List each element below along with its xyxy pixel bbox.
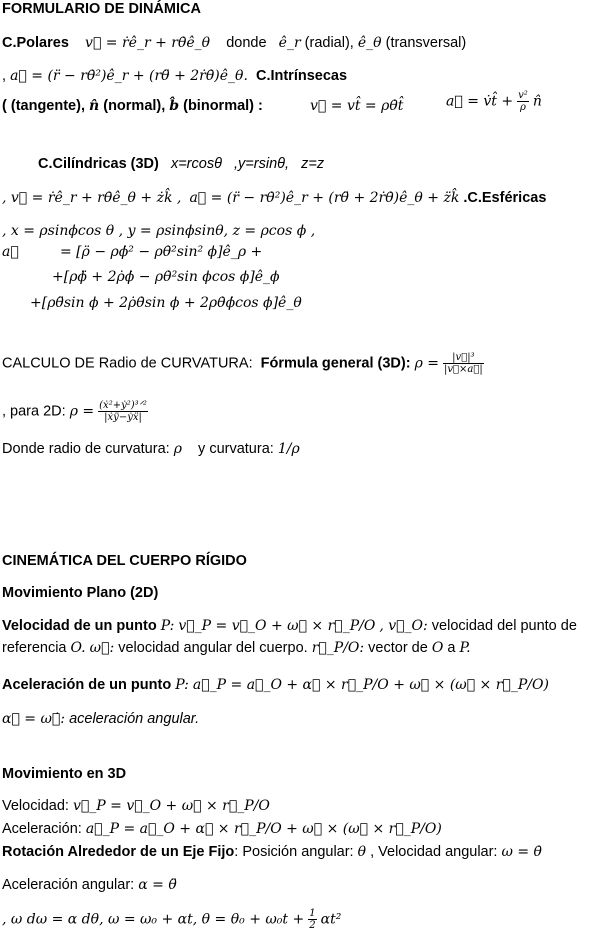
intrinsecas-normal: (normal), — [103, 98, 166, 114]
intrinsecas-open: ( — [2, 98, 7, 114]
tresd-rot-theta: θ — [357, 844, 367, 860]
tresd-vel-label: Velocidad: — [2, 798, 69, 814]
esfericas-coords: , x = ρsinϕcos θ , y = ρsinϕsinθ, z = ρcos ϕ , — [2, 223, 316, 239]
intrinsecas-fraction — [517, 90, 529, 113]
plano-acc-p: P: — [175, 677, 189, 693]
curvatura-intro: CALCULO DE Radio de CURVATURA: — [2, 355, 253, 372]
plano-vel-label: Velocidad de un punto — [2, 618, 157, 634]
esfericas-accel-line1: = [ρ̈ − ρϕ̇² − ρθ̇²sin² ϕ]ê_ρ + — [60, 244, 263, 260]
polares-label: C.Polares — [2, 35, 69, 51]
plano-ref-r: r⃗_P/O: — [311, 640, 365, 656]
plano-vel-line — [2, 617, 577, 635]
curvatura-2d-label: , para 2D: — [2, 403, 66, 420]
curvatura-donde-text: Donde radio de curvatura: — [2, 441, 170, 457]
cilindricas-eq-line — [2, 189, 546, 207]
tresd-acc-ang-eq: α = θ̈ — [138, 877, 177, 893]
curvatura-general-num: |v⃗|³ — [443, 352, 484, 364]
curvatura-2d-num: (ẋ²+ẏ²)³ᐟ² — [99, 400, 147, 411]
plano-acc-eq: a⃗_P = a⃗_O + α⃗ × r⃗_P/O + ω⃗ × (ω⃗ × r⃗_P/O) — [192, 677, 549, 693]
tresd-kin-den: 2 — [309, 920, 316, 931]
esfericas-label: .C.Esféricas — [463, 190, 547, 206]
cilindricas-z: z=z — [301, 156, 325, 172]
page-title: FORMULARIO DE DINÁMICA — [2, 1, 201, 17]
plano-ref-line — [2, 639, 471, 657]
curvatura-donde-y: y curvatura: — [198, 441, 274, 457]
tresd-acc-ang-line — [2, 876, 177, 894]
plano-ref-o: O. — [70, 640, 86, 656]
esfericas-accel-line3: +[ρθ̈sin ϕ + 2ρ̇θ̇sin ϕ + 2ρθ̇ϕ̇cos ϕ]ê_θ — [30, 295, 302, 311]
plano-acc-line — [2, 676, 549, 694]
intrinsecas-fraction-num: v² — [518, 90, 528, 101]
tresd-kin-num: 1 — [309, 908, 316, 919]
intrinsecas-binormal: (binormal) : — [183, 98, 263, 114]
curvatura-general-den: |v⃗×a⃗| — [444, 364, 483, 375]
tresd-rot-w: ω = θ̇ — [501, 844, 542, 860]
plano-ref-vec: vector de — [368, 640, 428, 656]
tresd-rot-vel: , Velocidad angular: — [370, 844, 498, 860]
intrinsecas-line — [2, 97, 263, 115]
plano-vel-vo: , v⃗_O: — [379, 618, 428, 634]
curvatura-2d-lhs: ρ = — [69, 403, 95, 420]
tresd-acc-line — [2, 820, 442, 838]
rigido-title: CINEMÁTICA DEL CUERPO RÍGIDO — [2, 553, 247, 569]
plano-ref-text: referencia — [2, 640, 67, 656]
polares-radial: (radial), — [304, 35, 354, 51]
tresd-kin-end: αt² — [320, 911, 342, 928]
tresd-vel-eq: v⃗_P = v⃗_O + ω⃗ × r⃗_P/O — [72, 798, 270, 814]
polares-transversal: (transversal) — [385, 35, 467, 51]
plano-ref-to: P. — [459, 640, 471, 656]
intrinsecas-accel — [446, 90, 542, 113]
tresd-kin-eq: , ω dω = α dθ, ω = ω₀ + αt, θ = θ₀ + ω₀t + — [2, 911, 305, 928]
cilindricas-line — [38, 155, 324, 173]
tresd-acc-label: Aceleración: — [2, 821, 82, 837]
intrinsecas-fraction-den: ρ — [520, 102, 526, 113]
curvatura-donde-k: 1/ρ — [277, 441, 300, 457]
polares-accel-line — [2, 67, 347, 85]
polares-er: ê_r — [278, 35, 301, 51]
polares-velocity-eq: v⃗ = ṙê_r + rθ̇ê_θ — [85, 35, 211, 51]
plano-ref-a: a — [447, 640, 456, 656]
curvatura-donde-line — [2, 440, 300, 458]
curvatura-general-lhs: ρ = — [414, 355, 439, 372]
plano-ref-w: ω⃗: — [89, 640, 115, 656]
plano-vel-p: P: — [160, 618, 175, 634]
esfericas-accel-line2: +[ρϕ̈ + 2ρ̇ϕ̇ − ρθ̇²sin ϕcos ϕ]ê_ϕ — [52, 269, 280, 285]
intrinsecas-velocity-eq: v⃗ = vt̂ = ρθ̇t̂ — [310, 98, 404, 114]
polares-donde: donde — [226, 35, 267, 51]
curvatura-donde-rho: ρ — [173, 441, 182, 457]
curvatura-general-label: Fórmula general (3D): — [260, 355, 411, 372]
plano-alpha-desc: aceleración angular. — [69, 711, 200, 727]
curvatura-2d-den: |ẋÿ−ẏẍ| — [104, 412, 142, 423]
intrinsecas-tangente: (tangente), — [10, 98, 85, 114]
cilindricas-accel-eq: a⃗ = (r̈ − rθ̇²)ê_r + (rθ̈ + 2ṙθ̇)ê_θ + z̈k̂ — [189, 190, 460, 206]
cilindricas-y: ,y=rsinθ, — [234, 156, 290, 172]
curvatura-2d-line — [2, 400, 148, 423]
tresd-rot-pos: : Posición angular: — [234, 844, 354, 860]
plano-vel-eq: v⃗_P = v⃗_O + ω⃗ × r⃗_P/O — [178, 618, 376, 634]
cilindricas-label: C.Cilíndricas (3D) — [38, 156, 159, 172]
plano-ref-desc: velocidad angular del cuerpo. — [118, 640, 308, 656]
cilindricas-x: x=rcosθ — [170, 156, 222, 172]
tresd-rot-line — [2, 843, 542, 861]
plano-acc-label: Aceleración de un punto — [2, 677, 172, 693]
intrinsecas-b-hat: b̂ — [169, 98, 180, 114]
intrinsecas-n-hat: n̂ — [89, 98, 100, 114]
plano-vel-desc: velocidad del punto de — [431, 618, 577, 634]
curvatura-line — [2, 352, 484, 375]
tresd-title: Movimiento en 3D — [2, 766, 127, 782]
curvatura-general-fraction — [443, 352, 484, 375]
tresd-kin-line — [2, 908, 341, 931]
tresd-rot-label: Rotación Alrededor de un Eje Fijo — [2, 844, 235, 860]
intrinsecas-accel-eq: a⃗ = v̇t̂ + — [446, 93, 514, 110]
tresd-kin-fraction — [308, 908, 316, 931]
tresd-vel-line — [2, 797, 270, 815]
polares-line — [2, 34, 466, 52]
tresd-acc-eq: a⃗_P = a⃗_O + α⃗ × r⃗_P/O + ω⃗ × (ω⃗ × r⃗_P/O) — [85, 821, 442, 837]
curvatura-2d-fraction — [98, 400, 148, 423]
polares-accel-eq: a⃗ = (r̈ − rθ̇²)ê_r + (rθ̈ + 2ṙθ̇)ê_θ. — [10, 68, 248, 84]
cilindricas-velocity-eq: , v⃗ = ṙê_r + rθ̇ê_θ + żk̂ , — [2, 190, 182, 206]
plano-alpha-eq: α⃗ = ω⃗̇: — [2, 711, 66, 727]
polares-a-prefix: , — [2, 68, 7, 84]
tresd-acc-ang-label: Aceleración angular: — [2, 877, 135, 893]
plano-ref-from: O — [431, 640, 444, 656]
esfericas-accel-lhs: a⃗ — [2, 244, 19, 260]
plano-title: Movimiento Plano (2D) — [2, 585, 159, 601]
polares-etheta: ê_θ — [357, 35, 382, 51]
intrinsecas-accel-end: n̂ — [532, 93, 542, 110]
plano-alpha-line — [2, 710, 199, 728]
intrinsecas-label: C.Intrínsecas — [255, 68, 348, 84]
